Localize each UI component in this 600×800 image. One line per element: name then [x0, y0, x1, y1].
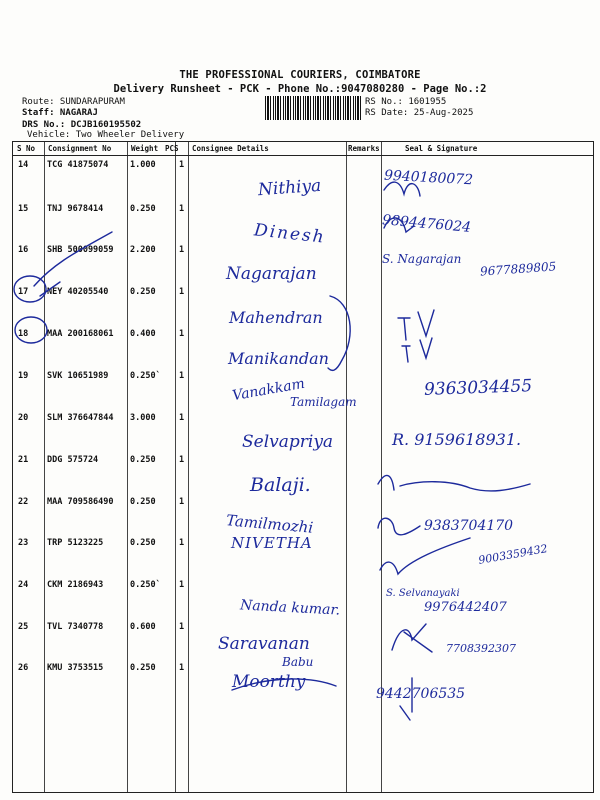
handwritten-name: Tamilmozhi	[225, 511, 314, 537]
bracket-stroke	[328, 296, 350, 370]
col-weight: Weight	[131, 144, 159, 153]
row-sno: 21	[18, 455, 29, 465]
row-pcs: 1	[179, 497, 185, 507]
row-weight: 0.250	[130, 455, 156, 465]
signature-note: S. Selvanayaki	[386, 588, 460, 599]
col-pcs: PCS	[165, 144, 179, 153]
handwritten-name: Nithiya	[257, 175, 322, 201]
row-sno: 14	[18, 160, 29, 170]
company-title: THE PROFESSIONAL COURIERS, COIMBATORE	[179, 69, 421, 81]
row-weight: 0.600	[130, 622, 156, 632]
row-weight: 0.250	[130, 204, 156, 214]
signature-scribble	[378, 475, 530, 491]
col-sno: S No	[17, 144, 36, 153]
col-consignment: Consignment No	[48, 144, 112, 153]
signature-scribble	[384, 182, 420, 196]
handwritten-name: Moorthy	[232, 672, 306, 692]
row-sno: 24	[18, 580, 29, 590]
handwritten-name: Babu	[282, 655, 314, 669]
row-weight: 0.250`	[130, 580, 161, 590]
row-pcs: 1	[179, 413, 185, 423]
signature-note: 9003359432	[477, 542, 549, 567]
row-weight: 2.200	[130, 245, 156, 255]
handwritten-name: Nanda kumar.	[239, 597, 341, 619]
row-weight: 0.250`	[130, 371, 161, 381]
rs-number: RS No.: 1601955	[365, 97, 447, 107]
check-stroke	[34, 232, 112, 286]
tv-mark	[398, 310, 434, 340]
row-pcs: 1	[179, 329, 185, 339]
vehicle-label: Vehicle: Two Wheeler Delivery	[27, 130, 185, 140]
signature-note: 9894476024	[381, 212, 472, 236]
row-consignment: TRP 5123225	[47, 538, 104, 548]
signature-scribble	[232, 679, 336, 690]
signature-scribble	[378, 518, 420, 535]
row-consignment: MAA 709586490	[47, 497, 114, 507]
row-sno: 26	[18, 663, 29, 673]
handwritten-name: Balaji.	[250, 474, 311, 496]
row-pcs: 1	[179, 204, 185, 214]
handwritten-name: NIVETHA	[231, 534, 313, 552]
signature-scribble	[392, 624, 432, 652]
row-pcs: 1	[179, 245, 185, 255]
row-consignment: MAA 200168061	[47, 329, 114, 339]
row-pcs: 1	[179, 287, 185, 297]
signature-note: 9976442407	[424, 600, 507, 615]
row-consignment: TCG 41875074	[47, 160, 109, 170]
signature-note: 9940180072	[383, 167, 474, 189]
row-weight: 0.250	[130, 538, 156, 548]
row-sno: 19	[18, 371, 29, 381]
handwritten-name: Nagarajan	[226, 264, 317, 284]
signature-note: 9677889805	[479, 259, 557, 279]
check-stroke	[40, 282, 60, 296]
handwritten-name: Selvapriya	[242, 432, 334, 452]
col-seal: Seal & Signature	[405, 144, 478, 153]
route-label: Route: SUNDARAPURAM	[22, 97, 125, 107]
row-consignment: NEY 40205540	[47, 287, 109, 297]
signature-note: 9363034455	[423, 376, 533, 400]
handwritten-name: Vanakkam	[231, 375, 306, 405]
row-consignment: DDG 575724	[47, 455, 99, 465]
handwritten-name: Tamilagam	[290, 395, 357, 409]
row-pcs: 1	[179, 160, 185, 170]
row-pcs: 1	[179, 580, 185, 590]
handwritten-name: Saravanan	[218, 634, 310, 654]
row-sno: 25	[18, 622, 29, 632]
row-consignment: CKM 2186943	[47, 580, 104, 590]
row-weight: 1.000	[130, 160, 156, 170]
row-weight: 3.000	[130, 413, 156, 423]
row-weight: 0.400	[130, 329, 156, 339]
signature-scribble	[400, 678, 412, 720]
row-consignment: KMU 3753515	[47, 663, 104, 673]
row-pcs: 1	[179, 455, 185, 465]
row-consignment: SHB 500099059	[47, 245, 114, 255]
row-weight: 0.250	[130, 287, 156, 297]
handwritten-name: Mahendran	[229, 308, 323, 327]
signature-note: S. Nagarajan	[382, 252, 462, 266]
signature-note: 9442706535	[376, 686, 466, 702]
row-sno: 22	[18, 497, 29, 507]
rs-date: RS Date: 25-Aug-2025	[365, 108, 474, 118]
row-consignment: TNJ 9678414	[47, 204, 104, 214]
row-sno: 17	[18, 287, 29, 297]
row-pcs: 1	[179, 622, 185, 632]
row-sno: 20	[18, 413, 29, 423]
row-sno: 18	[18, 329, 29, 339]
handwritten-name: Dinesh	[253, 220, 327, 248]
circle-mark	[14, 276, 46, 302]
row-sno: 23	[18, 538, 29, 548]
signature-note: 9383704170	[424, 518, 514, 534]
row-weight: 0.250	[130, 497, 156, 507]
staff-label: Staff: NAGARAJ	[22, 108, 98, 118]
row-consignment: SLM 376647844	[47, 413, 114, 423]
row-weight: 0.250	[130, 663, 156, 673]
signature-scribble	[384, 218, 414, 232]
row-consignment: SVK 10651989	[47, 371, 109, 381]
row-sno: 16	[18, 245, 29, 255]
row-pcs: 1	[179, 538, 185, 548]
drs-number: DRS No.: DCJB160195502	[22, 120, 142, 130]
row-sno: 15	[18, 204, 29, 214]
col-consignee: Consignee Details	[192, 144, 269, 153]
signature-note: 7708392307	[446, 642, 516, 655]
signature-note: R. 9159618931.	[392, 430, 522, 449]
signature-scribble	[380, 538, 470, 574]
row-pcs: 1	[179, 371, 185, 381]
runsheet-subtitle: Delivery Runsheet - PCK - Phone No.:9047080280 - Page No.:2	[113, 83, 487, 95]
col-remarks: Remarks	[348, 144, 380, 153]
handwritten-name: Manikandan	[228, 349, 329, 368]
row-consignment: TVL 7340778	[47, 622, 104, 632]
circle-mark	[15, 317, 47, 343]
row-pcs: 1	[179, 663, 185, 673]
tv-mark	[402, 338, 432, 362]
